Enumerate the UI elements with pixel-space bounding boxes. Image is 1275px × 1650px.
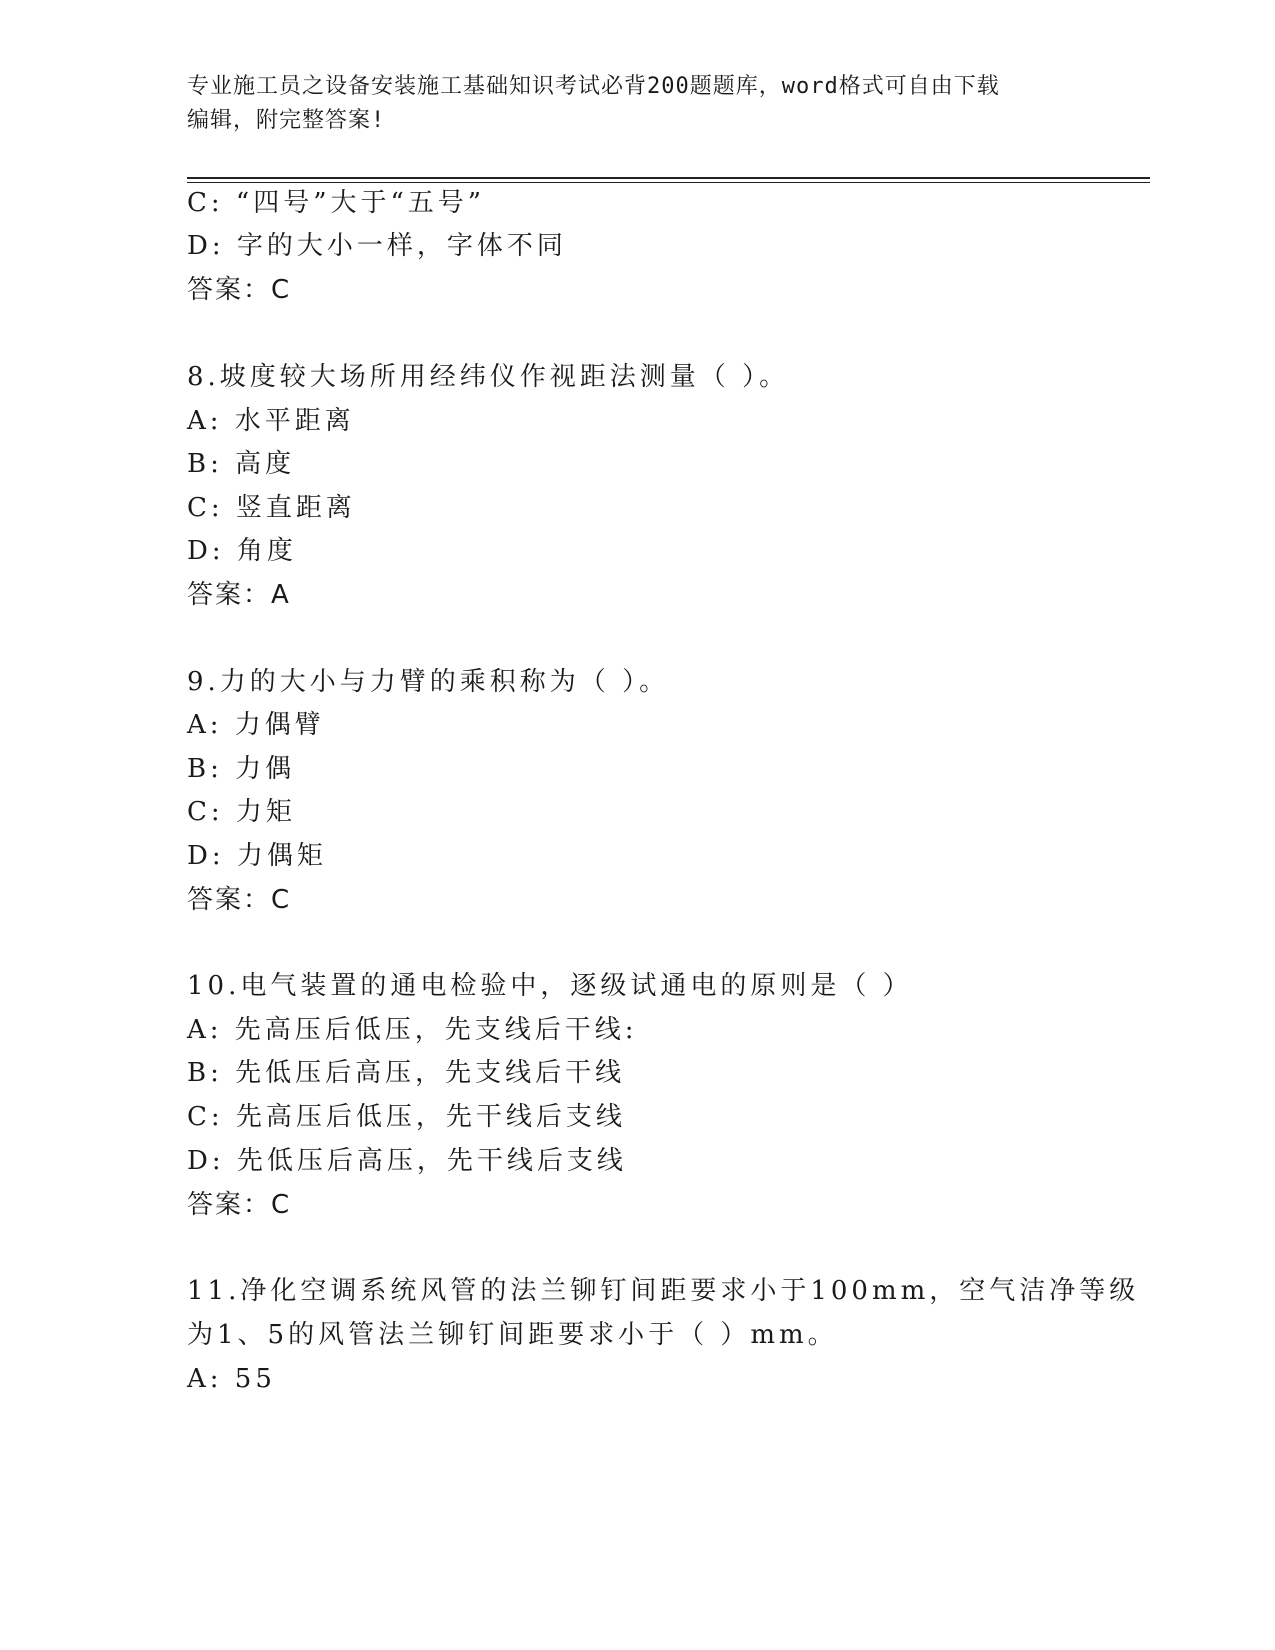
q9-option-c: C: 力矩 xyxy=(187,797,296,827)
q8-option-a: A: 水平距离 xyxy=(187,406,355,436)
prev-answer: 答案：C xyxy=(187,275,292,305)
q9-option-a: A: 力偶臂 xyxy=(187,710,325,740)
q10-answer: 答案：C xyxy=(187,1190,292,1220)
q10-option-a: A: 先高压后低压，先支线后干线: xyxy=(187,1015,638,1045)
header-rule-thin xyxy=(187,182,1150,183)
q11-option-a: A: 55 xyxy=(187,1364,276,1394)
q8-option-c: C: 竖直距离 xyxy=(187,493,356,523)
q10-question: 10.电气装置的通电检验中，逐级试通电的原则是（ ） xyxy=(187,971,913,1001)
document-header xyxy=(187,70,1087,138)
q8-option-b: B: 高度 xyxy=(187,449,296,479)
q10-option-d: D: 先低压后高压，先干线后支线 xyxy=(187,1146,627,1176)
q9-answer: 答案：C xyxy=(187,885,292,915)
q11-question-line-2: 为1、5的风管法兰铆钉间距要求小于（ ）mm。 xyxy=(187,1320,838,1350)
q9-option-d: D: 力偶矩 xyxy=(187,841,327,871)
q11-question-line-1: 11.净化空调系统风管的法兰铆钉间距要求小于100mm，空气洁净等级 xyxy=(187,1276,1140,1306)
q8-question: 8.坡度较大场所用经纬仪作视距法测量（ ）。 xyxy=(187,362,790,392)
prev-option-c: C: “四号”大于“五号” xyxy=(187,188,486,218)
header-line-2: 编辑，附完整答案! xyxy=(187,108,386,133)
q8-option-d: D: 角度 xyxy=(187,536,297,566)
header-line-1: 专业施工员之设备安装施工基础知识考试必背200题题库，word格式可自由下载 xyxy=(187,74,1000,99)
q8-answer: 答案：A xyxy=(187,580,291,610)
prev-option-d: D: 字的大小一样，字体不同 xyxy=(187,231,567,261)
q10-option-c: C: 先高压后低压，先干线后支线 xyxy=(187,1102,626,1132)
q9-question: 9.力的大小与力臂的乘积称为（ ）。 xyxy=(187,667,670,697)
q9-option-b: B: 力偶 xyxy=(187,754,296,784)
q10-option-b: B: 先低压后高压，先支线后干线 xyxy=(187,1058,626,1088)
header-rule-thick xyxy=(187,177,1150,179)
